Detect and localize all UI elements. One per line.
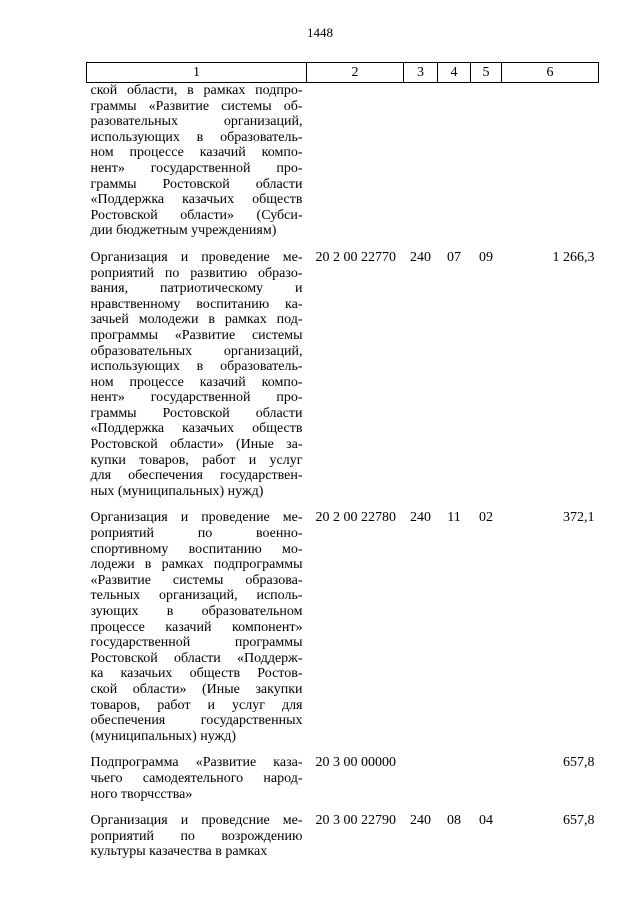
header-cell: 6 [502, 63, 599, 83]
subsection-code: 04 [479, 813, 493, 829]
description-line: ном процессе казачий компо- [90, 145, 303, 161]
description-line: Ростовской области» (Субси- [90, 207, 303, 223]
subsection-code: 09 [479, 249, 493, 265]
section-code [438, 83, 471, 250]
subsection-code [471, 755, 502, 813]
description-line: спортивному воспитанию мо- [90, 541, 303, 557]
expense-type [404, 755, 438, 813]
description-line: граммы Ростовской области [90, 176, 303, 192]
row-description [87, 250, 307, 511]
target-article-code: 20 3 00 00000 [315, 755, 396, 771]
description-line: нравственному воспитанию ка- [90, 296, 303, 312]
description-line: товаров, работ и услуг для [90, 697, 303, 713]
description-line: дии бюджетным учреждениям) [90, 223, 277, 239]
description-line: Организация и проведение ме- [90, 249, 303, 265]
row-description [87, 83, 307, 250]
description-line: обеспечения государственных [90, 713, 303, 729]
description-line: зующих в образовательном [90, 604, 303, 619]
description-line: Ростовской области» (Иные за- [90, 437, 303, 453]
section-code: 11 [447, 510, 461, 526]
description-line: «Поддержка казачьих обществ [90, 421, 303, 437]
section-code: 07 [447, 249, 461, 265]
description-line: для обеспечения государствен- [90, 468, 303, 484]
expense-type: 240 [410, 249, 431, 265]
expense-type: 240 [410, 813, 431, 829]
header-row [87, 63, 599, 83]
description-line: процессе казачий компонент» [90, 619, 303, 635]
description-line: вания, патриотическому и [90, 281, 303, 297]
description-line: разовательных организаций, [90, 114, 303, 130]
header-cell: 4 [438, 63, 471, 83]
description-line: ного творчсства» [90, 786, 193, 802]
description-line: «Поддержка казачьих обществ [90, 192, 303, 208]
description-line: ской области» (Иные закупки [90, 681, 303, 697]
amount: 372,1 [563, 510, 595, 526]
table-row [87, 755, 599, 813]
description-line: (муниципальных) нужд) [90, 728, 237, 744]
description-line: ном процессе казачий компо- [90, 374, 303, 390]
description-line: ской области, в рамках подпро- [90, 83, 303, 98]
header-cell: 5 [471, 63, 502, 83]
description-line: «Развитие системы образова- [90, 572, 303, 588]
description-line: использующих в образователь- [90, 359, 303, 375]
amount: 657,8 [563, 813, 595, 829]
description-line: программы «Развитие системы [90, 327, 303, 343]
description-line: Подпрограмма «Развитие каза- [90, 755, 303, 771]
header-cell: 2 [307, 63, 404, 83]
header-cell: 1 [87, 63, 307, 83]
subsection-code [471, 83, 502, 250]
table-row [87, 813, 599, 860]
page-number: 1448 [307, 25, 333, 40]
description-line: роприятий по военно- [90, 526, 303, 542]
section-code: 08 [447, 813, 461, 829]
table-row [87, 510, 599, 755]
description-line: ка казачьих обществ Ростов- [90, 666, 303, 682]
description-line: использующих в образователь- [90, 129, 303, 145]
budget-table [86, 62, 599, 860]
subsection-code: 02 [479, 510, 493, 526]
description-line: тельных организаций, исполь- [90, 588, 303, 604]
description-line: граммы «Развитие системы об- [90, 98, 303, 114]
description-line: образовательных организаций, [90, 343, 303, 359]
description-line: государственной программы [90, 635, 303, 651]
target-article-code: 20 3 00 22790 [315, 813, 396, 829]
description-line: лодежи в рамках подпрограммы [90, 557, 303, 573]
amount: 657,8 [563, 755, 595, 771]
description-line: ных (муниципальных) нужд) [90, 483, 264, 499]
amount: 1 266,3 [552, 249, 595, 265]
description-line: роприятий по развитию образо- [90, 265, 303, 281]
section-code [438, 755, 471, 813]
description-line: граммы Ростовской области [90, 405, 303, 421]
header-cell: 3 [404, 63, 438, 83]
description-line: Организация и проведение ме- [90, 510, 303, 526]
description-line: культуры казачества в рамках [90, 844, 268, 860]
description-line: Ростовской области «Поддерж- [90, 650, 303, 666]
expense-type: 240 [410, 510, 431, 526]
description-line: зачьей молодежи в рамках под- [90, 312, 303, 328]
expense-type [404, 83, 438, 250]
description-line: чьего самодеятельного народ- [90, 770, 303, 786]
target-article-code: 20 2 00 22780 [315, 510, 396, 526]
target-article-code: 20 2 00 22770 [315, 249, 396, 265]
description-line: Организация и проведсние ме- [90, 813, 303, 829]
row-description [87, 510, 307, 755]
table-row [87, 250, 599, 511]
description-line: нент» государственной про- [90, 390, 303, 406]
description-line: купки товаров, работ и услуг [90, 452, 303, 468]
description-line: нент» государственной про- [90, 160, 303, 176]
description-line: роприятий по возрождению [90, 828, 303, 844]
row-description [87, 813, 307, 860]
row-description [87, 755, 307, 813]
amount [502, 83, 599, 250]
target-article-code [307, 83, 404, 250]
table-row [87, 83, 599, 250]
